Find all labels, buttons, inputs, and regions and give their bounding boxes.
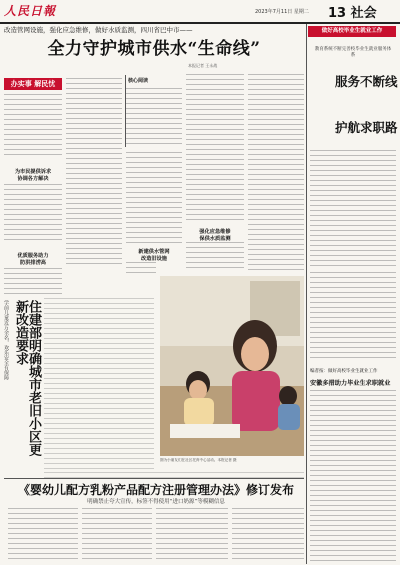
lead-byline: 本报记者 王永战 xyxy=(188,63,218,68)
column-bar-left: 办实事 解民忧 xyxy=(4,78,62,90)
right-headline-line1: 服务不断线 xyxy=(335,74,398,89)
body-text-bottom3 xyxy=(156,508,228,563)
newspaper-logo: 人民日報 xyxy=(4,4,57,18)
column-bar-right: 做好高校毕业生就业工作 xyxy=(308,26,396,37)
core-reading-text xyxy=(126,88,182,146)
classroom-scene-illustration xyxy=(160,276,304,456)
subhead-left-2: 优质服务助力 防洪排涝高 xyxy=(17,253,49,266)
page-number: 13 社会 xyxy=(328,6,377,21)
bottom-headline: 《婴幼儿配方乳粉产品配方注册管理办法》修订发布 xyxy=(17,483,294,497)
body-text-col3 xyxy=(126,152,182,244)
bottom-subhead: 明确禁止夸大宣传，标签不得使用“进口奶源”等模糊信息 xyxy=(87,499,225,505)
body-text-right1 xyxy=(310,150,396,268)
body-text-col5 xyxy=(248,74,304,272)
lead-headline: 全力守护城市供水“生命线” xyxy=(47,39,261,59)
body-text-bottom2 xyxy=(82,508,152,563)
body-text-col2 xyxy=(66,78,122,268)
body-text-col1a xyxy=(4,94,62,158)
subhead-mid-2: 强化应急维修 保供水质监测 xyxy=(199,229,231,242)
body-text-col3b xyxy=(126,262,156,274)
right-lower-headline: 安徽多措助力毕业生求职就业 xyxy=(310,380,391,387)
body-text-col1b xyxy=(4,184,62,240)
body-text-col1c xyxy=(4,268,62,296)
body-text-vertical-story xyxy=(44,298,154,470)
body-text-bottom1 xyxy=(8,508,78,563)
body-text-bottom4 xyxy=(232,508,304,563)
right-kicker: 教育系统不断完善校毕业生就业服务体系 xyxy=(314,47,392,58)
news-photo xyxy=(160,276,304,456)
subhead-left-1: 为市民提供诉求 协调各方解决 xyxy=(14,169,52,182)
bottom-rule xyxy=(4,478,304,479)
vertical-kicker: 学前儿童近万余名，欢乐安全有保障 xyxy=(3,300,9,380)
body-text-col4b xyxy=(186,242,244,272)
column-divider xyxy=(306,24,307,564)
photo-caption: 图为小朋友们在社区托育中心活动。本报记者 摄 xyxy=(160,458,237,462)
dateline: 2023年7月11日 星期二 xyxy=(255,9,309,15)
right-lower-kicker: 编者按：做好高校毕业生就业工作 xyxy=(310,369,378,374)
body-text-right3 xyxy=(310,390,396,562)
masthead xyxy=(0,0,400,24)
vertical-headline: 住建部明确城市老旧小区更新改造要求 xyxy=(13,300,41,456)
core-reading-title: 核心阅读 xyxy=(128,78,149,84)
right-headline-line2: 护航求职路 xyxy=(335,120,398,135)
body-text-col4 xyxy=(186,74,244,224)
core-box-rule xyxy=(125,75,126,147)
body-text-right2 xyxy=(310,272,396,360)
subhead-mid-1: 新建供水管网 改造旧设施 xyxy=(138,249,170,262)
lead-kicker: 改造管网设施，强化应急维修，做好水质监测，四川省巴中市—— xyxy=(4,26,193,34)
